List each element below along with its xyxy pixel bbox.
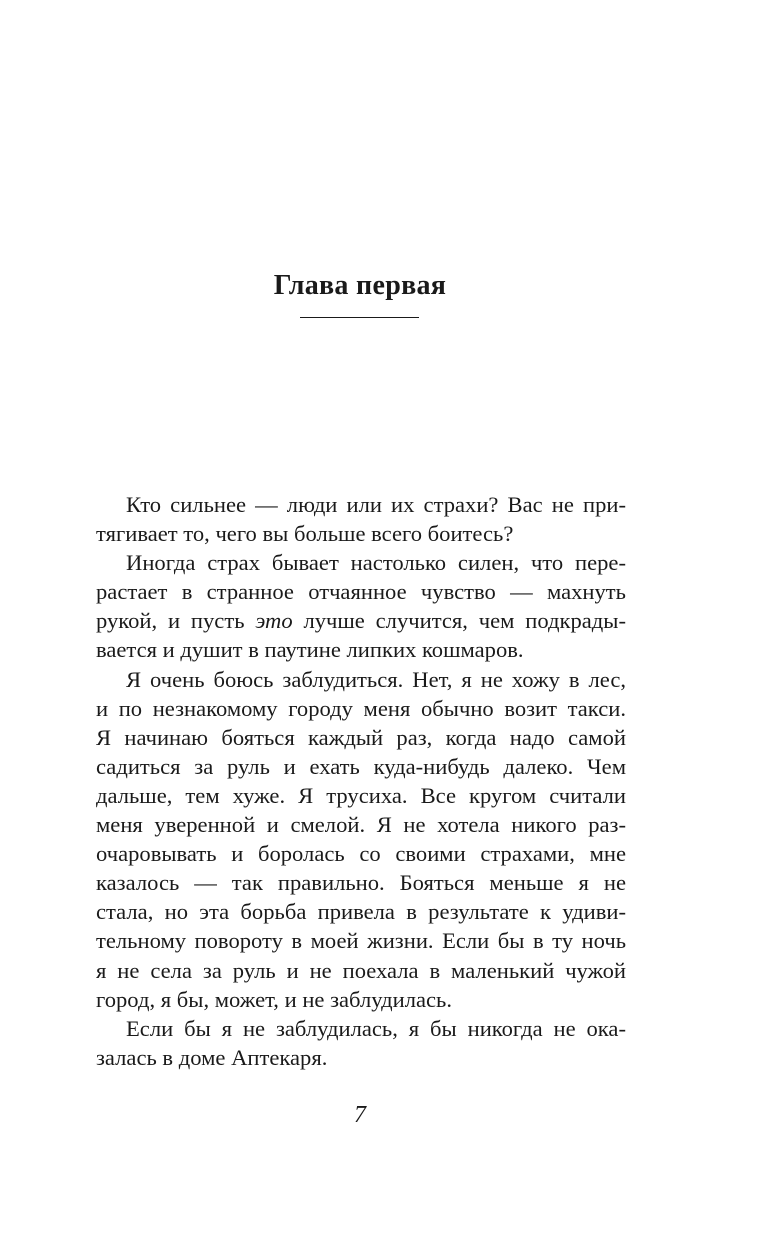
- text-line: растает в странное отчаянное чувство — махнуть: [96, 579, 626, 605]
- page-number: 7: [354, 1102, 366, 1128]
- emphasized-word: это: [255, 608, 293, 634]
- text-line: и по незнакомому городу меня обычно возит такси.: [96, 695, 626, 721]
- text-line: стала, но эта борьба привела в результате к удиви-: [96, 899, 626, 925]
- text-line: вается и душит в паутине липких кошмаров.: [96, 637, 524, 663]
- paragraph-4: [96, 1014, 626, 1072]
- text-fragment: рукой, и пусть: [96, 608, 256, 634]
- text-line: Я начинаю бояться каждый раз, когда надо самой: [96, 724, 626, 750]
- text-line: Если бы я не заблудилась, я бы никогда не ока-: [126, 1015, 626, 1041]
- chapter-body: [96, 490, 626, 1072]
- text-line: дальше, тем хуже. Я трусиха. Все кругом считали: [96, 782, 626, 808]
- text-line: казалось — так правильно. Бояться меньше я не: [96, 870, 626, 896]
- text-line: я не села за руль и не поехала в маленький чужой: [96, 957, 626, 983]
- chapter-title: Глава первая: [273, 270, 447, 301]
- paragraph-1: [96, 490, 626, 548]
- text-line: Иногда страх бывает настолько силен, что пере-: [126, 550, 626, 576]
- text-line: залась в доме Аптекаря.: [96, 1044, 328, 1070]
- text-line: Я очень боюсь заблудиться. Нет, я не хожу в лес,: [126, 666, 626, 692]
- text-line: тягивает то, чего вы больше всего боитесь?: [96, 521, 514, 547]
- text-line: меня уверенной и смелой. Я не хотела никого раз-: [96, 812, 626, 838]
- text-line: очаровывать и боролась со своими страхами, мне: [96, 841, 626, 867]
- text-line: садиться за руль и ехать куда-нибудь далеко. Чем: [96, 753, 626, 779]
- title-underline: [300, 317, 419, 318]
- paragraph-3: [96, 665, 626, 1014]
- text-fragment: лучше случится, чем подкрады-: [292, 608, 626, 634]
- text-line: город, я бы, может, и не заблудилась.: [96, 986, 453, 1012]
- text-line: тельному повороту в моей жизни. Если бы в ту ночь: [96, 928, 626, 954]
- text-line: Кто сильнее — люди или их страхи? Вас не при-: [126, 492, 626, 517]
- paragraph-2: [96, 548, 626, 664]
- text-line-with-emphasis: [96, 606, 626, 635]
